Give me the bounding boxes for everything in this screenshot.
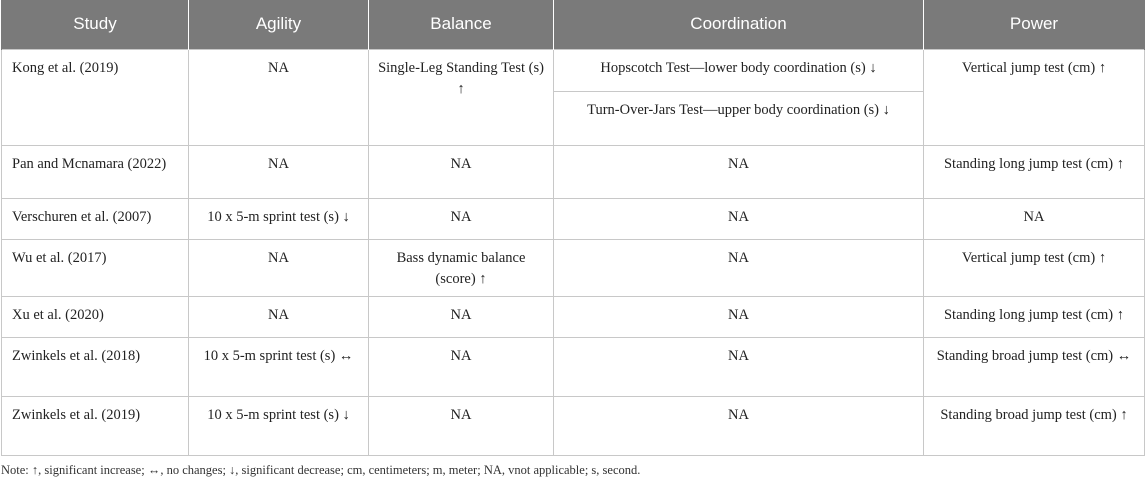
cell-study: Kong et al. (2019): [2, 49, 189, 145]
cell-study: Wu et al. (2017): [2, 239, 189, 296]
cell-power: NA: [924, 198, 1145, 239]
table-row: [2, 198, 1145, 239]
cell-study: Xu et al. (2020): [2, 296, 189, 337]
cell-study: Zwinkels et al. (2018): [2, 337, 189, 396]
cell-agility: NA: [189, 239, 369, 296]
header-power: Power: [924, 0, 1145, 49]
table-row: [2, 145, 1145, 198]
cell-coordination: Turn-Over-Jars Test—upper body coordination (s) ↓: [554, 91, 924, 145]
cell-power: Vertical jump test (cm) ↑: [924, 239, 1145, 296]
cell-balance: Single-Leg Standing Test (s) ↑: [369, 49, 554, 145]
cell-coordination: Hopscotch Test—lower body coordination (s) ↓: [554, 49, 924, 91]
cell-balance: NA: [369, 337, 554, 396]
cell-agility: NA: [189, 145, 369, 198]
results-table: [1, 0, 1145, 456]
table-note: Note: ↑, significant increase; ↔, no changes; ↓, significant decrease; cm, centimeters; m, meter; NA, vnot applicable; s, second.: [1, 463, 641, 477]
cell-agility: NA: [189, 49, 369, 145]
header-coordination: Coordination: [554, 0, 924, 49]
cell-balance: Bass dynamic balance (score) ↑: [369, 239, 554, 296]
cell-balance: NA: [369, 296, 554, 337]
cell-coordination: NA: [554, 296, 924, 337]
cell-coordination: NA: [554, 337, 924, 396]
cell-coordination: NA: [554, 198, 924, 239]
cell-balance: NA: [369, 145, 554, 198]
cell-study: Pan and Mcnamara (2022): [2, 145, 189, 198]
cell-coordination: NA: [554, 396, 924, 455]
cell-study: Zwinkels et al. (2019): [2, 396, 189, 455]
cell-agility: 10 x 5-m sprint test (s) ↓: [189, 396, 369, 455]
header-balance: Balance: [369, 0, 554, 49]
table-row: [2, 396, 1145, 455]
cell-power: Standing long jump test (cm) ↑: [924, 296, 1145, 337]
cell-agility: 10 x 5-m sprint test (s) ↓: [189, 198, 369, 239]
cell-coordination: NA: [554, 145, 924, 198]
table-row: [2, 49, 1145, 91]
table-row: [2, 337, 1145, 396]
cell-agility: 10 x 5-m sprint test (s) ↔: [189, 337, 369, 396]
header-study: Study: [2, 0, 189, 49]
header-row: [2, 0, 1145, 49]
cell-power: Standing broad jump test (cm) ↔: [924, 337, 1145, 396]
cell-power: Standing long jump test (cm) ↑: [924, 145, 1145, 198]
cell-agility: NA: [189, 296, 369, 337]
cell-study: Verschuren et al. (2007): [2, 198, 189, 239]
cell-power: Standing broad jump test (cm) ↑: [924, 396, 1145, 455]
header-agility: Agility: [189, 0, 369, 49]
cell-power: Vertical jump test (cm) ↑: [924, 49, 1145, 145]
table-row: [2, 239, 1145, 296]
cell-balance: NA: [369, 198, 554, 239]
cell-coordination: NA: [554, 239, 924, 296]
cell-balance: NA: [369, 396, 554, 455]
table-row: [2, 296, 1145, 337]
